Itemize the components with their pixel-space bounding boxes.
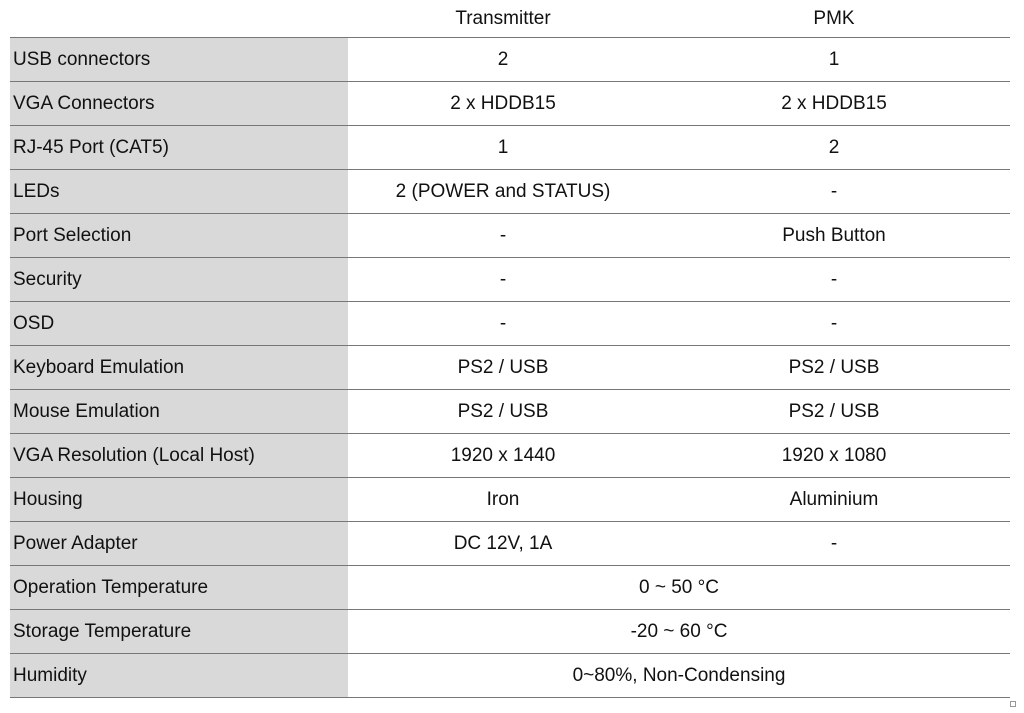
table-row [10, 346, 1010, 390]
shared-value: 0~80%, Non-Condensing [348, 654, 1010, 698]
transmitter-value: 1 [348, 126, 658, 170]
transmitter-value: 1920 x 1440 [348, 434, 658, 478]
pmk-value: 1 [658, 38, 1010, 82]
row-label: Mouse Emulation [10, 390, 348, 434]
row-label: Housing [10, 478, 348, 522]
row-label: VGA Resolution (Local Host) [10, 434, 348, 478]
table-row [10, 434, 1010, 478]
corner-handle [1010, 701, 1016, 707]
row-label: Storage Temperature [10, 610, 348, 654]
table-row [10, 566, 1010, 610]
row-label: Security [10, 258, 348, 302]
header-transmitter: Transmitter [348, 0, 658, 38]
pmk-value: Push Button [658, 214, 1010, 258]
row-label: LEDs [10, 170, 348, 214]
transmitter-value: PS2 / USB [348, 390, 658, 434]
table-row [10, 214, 1010, 258]
transmitter-value: - [348, 214, 658, 258]
pmk-value: - [658, 170, 1010, 214]
table-row [10, 478, 1010, 522]
table-row [10, 522, 1010, 566]
row-label: USB connectors [10, 38, 348, 82]
table-row [10, 170, 1010, 214]
pmk-value: 2 x HDDB15 [658, 82, 1010, 126]
table-row [10, 258, 1010, 302]
pmk-value: 1920 x 1080 [658, 434, 1010, 478]
transmitter-value: PS2 / USB [348, 346, 658, 390]
pmk-value: - [658, 302, 1010, 346]
table-row [10, 654, 1010, 698]
table-row [10, 610, 1010, 654]
row-label: Operation Temperature [10, 566, 348, 610]
transmitter-value: DC 12V, 1A [348, 522, 658, 566]
row-label: RJ-45 Port (CAT5) [10, 126, 348, 170]
transmitter-value: 2 [348, 38, 658, 82]
transmitter-value: Iron [348, 478, 658, 522]
header-label-cell [10, 0, 348, 38]
header-pmk: PMK [658, 0, 1010, 38]
header-row [10, 0, 1010, 38]
transmitter-value: 2 (POWER and STATUS) [348, 170, 658, 214]
table-row [10, 390, 1010, 434]
spec-table [10, 0, 1010, 698]
table-row [10, 126, 1010, 170]
row-label: OSD [10, 302, 348, 346]
table-row [10, 38, 1010, 82]
row-label: VGA Connectors [10, 82, 348, 126]
pmk-value: PS2 / USB [658, 390, 1010, 434]
row-label: Humidity [10, 654, 348, 698]
row-label: Power Adapter [10, 522, 348, 566]
row-label: Keyboard Emulation [10, 346, 348, 390]
transmitter-value: 2 x HDDB15 [348, 82, 658, 126]
shared-value: -20 ~ 60 °C [348, 610, 1010, 654]
row-label: Port Selection [10, 214, 348, 258]
pmk-value: - [658, 522, 1010, 566]
transmitter-value: - [348, 302, 658, 346]
transmitter-value: - [348, 258, 658, 302]
table-row [10, 302, 1010, 346]
shared-value: 0 ~ 50 °C [348, 566, 1010, 610]
table-row [10, 82, 1010, 126]
pmk-value: - [658, 258, 1010, 302]
pmk-value: Aluminium [658, 478, 1010, 522]
pmk-value: 2 [658, 126, 1010, 170]
pmk-value: PS2 / USB [658, 346, 1010, 390]
